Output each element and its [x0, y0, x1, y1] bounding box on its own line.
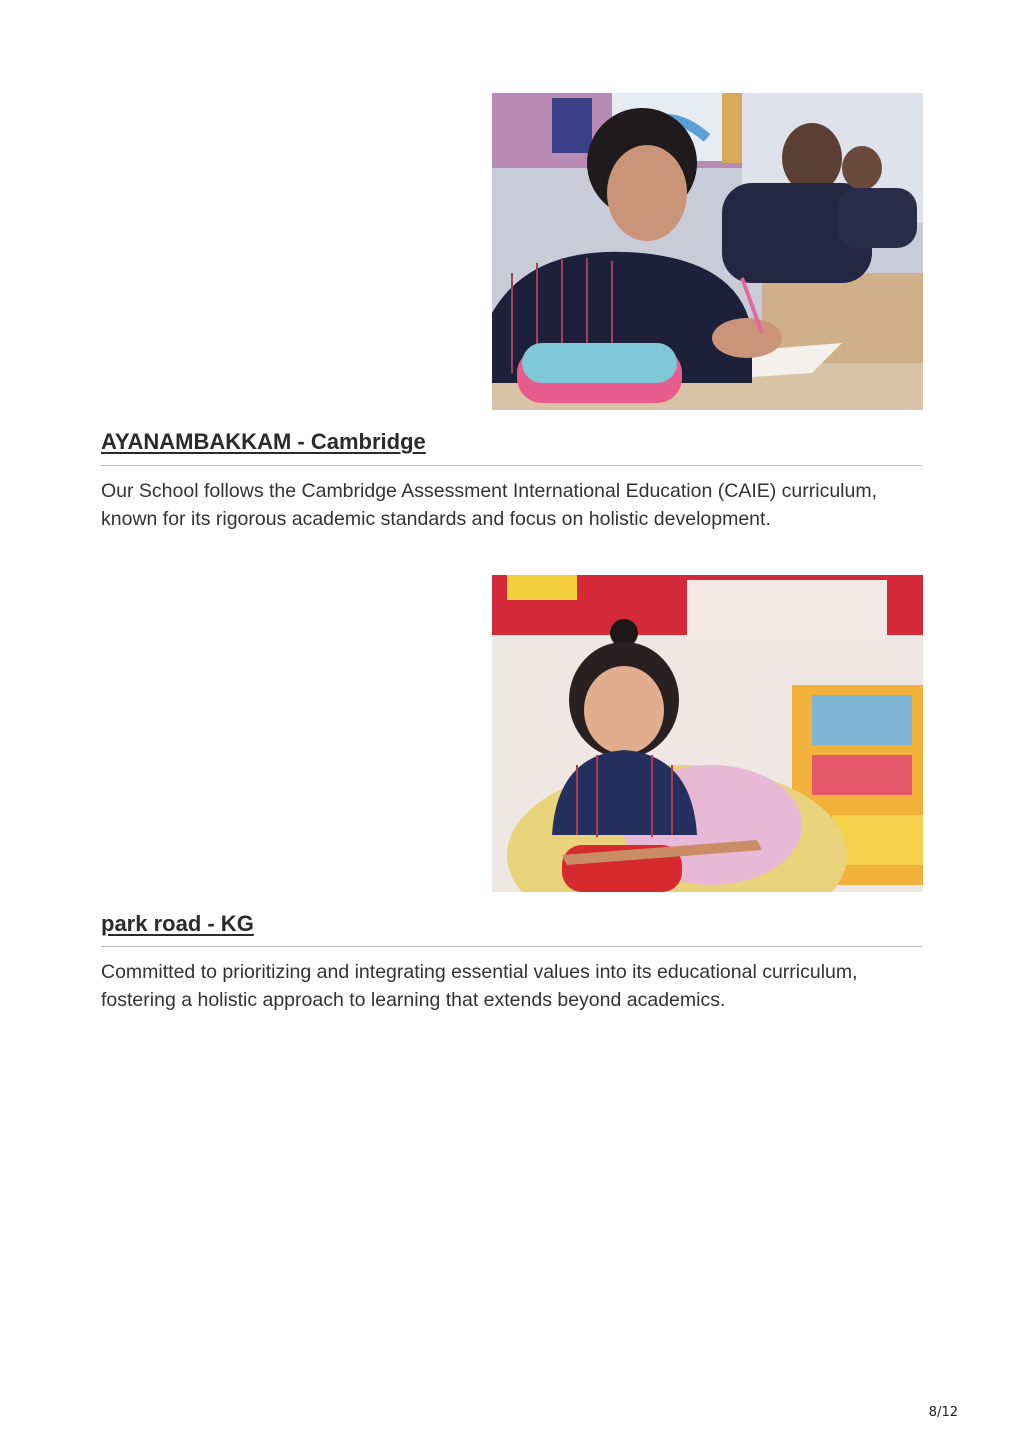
campus-heading-link[interactable]: AYANAMBAKKAM - Cambridge: [101, 429, 426, 454]
campus-heading-link[interactable]: park road - KG: [101, 911, 254, 936]
classroom-students-photo: [492, 93, 923, 410]
campus-description: Committed to prioritizing and integrating essential values into its educational curriculum, fostering a holistic approach to learning that extends beyond academics.: [101, 961, 858, 1011]
campus-description: Our School follows the Cambridge Assessment International Education (CAIE) curriculum, known for its rigorous academic standards and focus on holistic development.: [101, 480, 878, 530]
section-divider: [101, 465, 922, 466]
section-divider: [101, 946, 922, 947]
page-number: 8/12: [928, 1405, 958, 1420]
kindergarten-child-photo: [492, 575, 923, 892]
campus-card-park-road: [101, 575, 923, 1025]
campus-card-ayanambakkam: [101, 93, 923, 543]
